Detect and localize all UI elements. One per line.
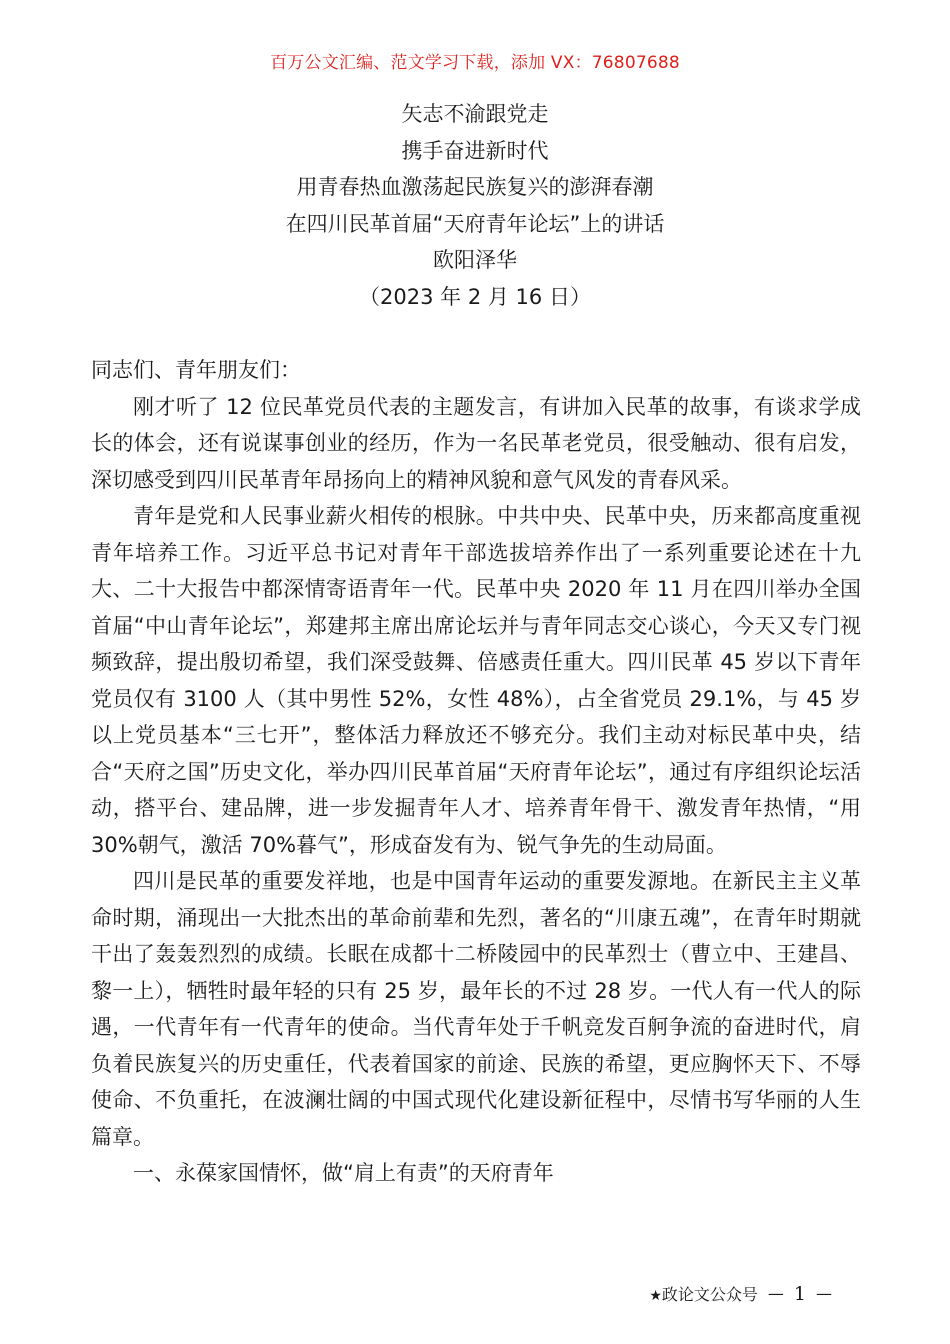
speech-theme: 用青春热血激荡起民族复兴的澎湃春潮	[296, 175, 654, 199]
salutation: 同志们、青年朋友们：	[91, 358, 301, 382]
page-dash-left: —	[767, 1284, 784, 1303]
paragraph: 四川是民革的重要发祥地，也是中国青年运动的重要发源地。在新民主主义革命时期，涌现出一大批杰出的革命前辈和先烈，著名的“川康五魂”，在青年时期就干出了轰轰烈烈的成绩。长眠在成都十二桥陵园中的民革烈士（曹立中、王建昌、黎一上），牺牲时最年轻的只有 25 岁，最年长的不过 28 岁。一代人有一代人的际遇，一代青年有一代青年的使命。当代青年处于千帆竞发百舸争流的奋进时代，肩负着民族复兴的历史重任，代表着国家的前途、民族的希望，更应胸怀天下、不辱使命、不负重托，在波澜壮阔的中国式现代化建设新征程中，尽情书写华丽的人生篇章。	[91, 869, 861, 1149]
page-number: 1	[793, 1282, 806, 1305]
title-block	[0, 96, 950, 315]
speaker-name: 欧阳泽华	[433, 248, 517, 272]
speech-occasion: 在四川民革首届“天府青年论坛”上的讲话	[285, 211, 665, 236]
paragraph: 刚才听了 12 位民革党员代表的主题发言，有讲加入民革的故事，有谈求学成长的体会，还有说谋事创业的经历，作为一名民革老党员，很受触动、很有启发，深切感受到四川民革青年昂扬向上的精神风貌和意气风发的青春风采。	[91, 394, 861, 492]
speech-date: （2023 年 2 月 16 日）	[359, 284, 591, 309]
main-title: 矢志不渝跟党走	[401, 102, 549, 126]
page-footer	[649, 1282, 832, 1305]
footer-source: 政论文公众号	[661, 1285, 758, 1304]
star-icon: ★	[649, 1288, 662, 1304]
paragraph: 青年是党和人民事业薪火相传的根脉。中共中央、民革中央，历来都高度重视青年培养工作。习近平总书记对青年干部选拔培养作出了一系列重要论述在十九大、二十大报告中都深情寄语青年一代。民革中央 2020 年 11 月在四川举办全国首届“中山青年论坛”，郑建邦主席出席论坛并与青年同志交心谈心，今天又专门视频致辞，提出殷切希望，我们深受鼓舞、倍感责任重大。四川民革 45 岁以下青年党员仅有 3100 人（其中男性 52%，女性 48%），占全省党员 29.1%，与 45 岁以上党员基本“三七开”，整体活力释放还不够充分。我们主动对标民革中央，结合“天府之国”历史文化，举办四川民革首届“天府青年论坛”，通过有序组织论坛活动，搭平台、建品牌，进一步发掘青年人才、培养青年骨干、激发青年热情，“用 30%朝气，激活 70%暮气”，形成奋发有为、锐气争先的生动局面。	[91, 504, 861, 857]
speech-body	[91, 352, 861, 1192]
section-heading: 一、永葆家国情怀，做“肩上有责”的天府青年	[133, 1161, 554, 1185]
main-subtitle: 携手奋进新时代	[401, 138, 549, 163]
watermark-contact: 百万公文汇编、范文学习下载，添加 VX：76807688	[270, 53, 680, 73]
page-dash-right: —	[816, 1284, 832, 1303]
